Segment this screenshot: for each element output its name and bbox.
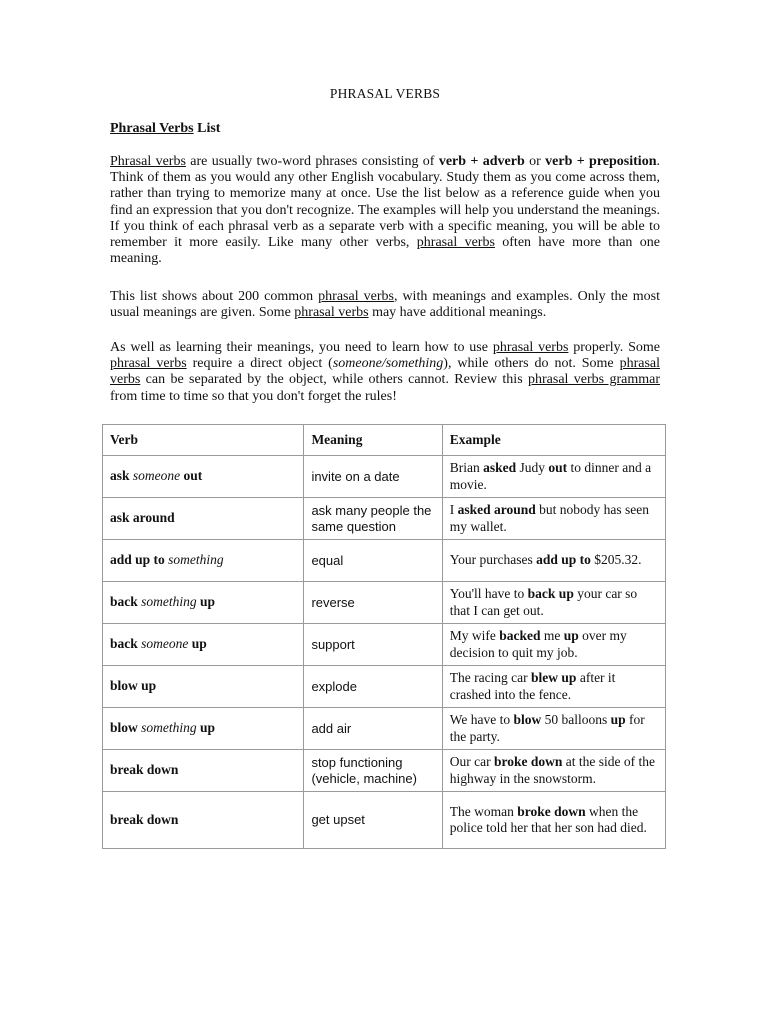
text-run: Brian [449, 460, 484, 475]
example-cell [442, 624, 665, 666]
text-run: can be separated by the object, while others cannot. Review this [140, 372, 528, 388]
table-row [103, 540, 666, 582]
text-run: add up to [110, 552, 169, 568]
text-run: back [110, 636, 142, 652]
text-run: , with meanings and examples. Only the most usual meanings are given. Some [110, 289, 660, 321]
text-run: out [180, 468, 203, 484]
verb-cell [103, 498, 304, 540]
text-run: Our car [449, 754, 494, 769]
table-row [103, 456, 666, 498]
inline-link[interactable]: phrasal verbs [492, 340, 569, 355]
inline-link[interactable]: phrasal verbs [318, 289, 394, 304]
example-cell [442, 498, 665, 540]
verb-cell [103, 456, 304, 498]
text-run: someone [132, 468, 181, 484]
example-cell [442, 792, 665, 849]
section-heading [110, 121, 220, 137]
text-run: over my decision to quit my job. [449, 628, 627, 660]
example-cell [442, 456, 665, 498]
meaning-cell: invite on a date [304, 456, 442, 498]
table-row [103, 666, 666, 708]
example-cell [442, 666, 665, 708]
text-run: at the side of the highway in the snowstorm. [449, 754, 655, 786]
text-run: break down [110, 762, 179, 778]
text-run: to dinner and a movie. [449, 460, 652, 492]
text-run: ), while others do not. Some [443, 356, 620, 372]
text-run: back up [527, 586, 574, 601]
table-row [103, 750, 666, 792]
text-run: add up to [536, 552, 591, 568]
header-verb: Verb [103, 425, 304, 456]
text-run: verb + preposition [545, 154, 657, 169]
text-run: something [141, 594, 197, 610]
example-cell [442, 750, 665, 792]
inline-link[interactable]: phrasal verbs grammar [528, 372, 660, 388]
text-run: but nobody has seen my wallet. [449, 502, 649, 534]
text-run: $205.32. [590, 552, 642, 568]
section-heading-link[interactable]: Phrasal Verbs [110, 121, 194, 136]
text-run: someone/something [332, 356, 444, 372]
text-run: Your purchases [449, 552, 537, 568]
text-run: 50 balloons [541, 712, 611, 727]
text-run: often have more than one meaning. [110, 235, 660, 267]
text-run: something [141, 720, 197, 736]
verb-cell [103, 666, 304, 708]
meaning-cell: stop functioning (vehicle, machine) [304, 750, 442, 792]
text-run: are usually two-word phrases consisting of [185, 154, 439, 169]
text-run: blow [110, 720, 142, 736]
verb-cell [103, 624, 304, 666]
meaning-cell: add air [304, 708, 442, 750]
meaning-cell: get upset [304, 792, 442, 849]
list-description-paragraph [110, 289, 660, 321]
text-run: your car so that I can get out. [449, 586, 638, 618]
text-run: something [168, 552, 224, 568]
table-row [103, 498, 666, 540]
text-run: back [110, 594, 142, 610]
text-run: asked [483, 460, 517, 475]
meaning-cell: equal [304, 540, 442, 582]
inline-link[interactable]: phrasal verbs [294, 305, 369, 321]
example-cell [442, 540, 665, 582]
section-heading-rest: List [193, 121, 221, 136]
text-run: someone [141, 636, 189, 652]
text-run: up [196, 720, 216, 736]
text-run: may have additional meanings. [368, 305, 547, 321]
text-run: I [449, 502, 458, 517]
inline-link[interactable]: phrasal verbs [110, 356, 187, 372]
table-row [103, 624, 666, 666]
text-run: broke down [493, 754, 563, 769]
text-run: ask around [110, 510, 175, 526]
inline-link[interactable]: Phrasal verbs [110, 154, 186, 169]
text-run: up [563, 628, 579, 643]
meaning-cell: explode [304, 666, 442, 708]
text-run: break down [110, 811, 179, 827]
text-run: asked around [457, 502, 536, 517]
text-run: . Think of them as you would any other English vocabulary. Study them as you come across them, rather than trying to memorize many at once. Use the list below as a reference guide when you find an expression that you don't recognize. The examples will help you understand the meanings. If you think of each phrasal verb as a separate verb with a specific meaning, you will be able to remember it more easily. Like many other verbs, [110, 154, 660, 251]
inline-link[interactable]: phrasal verbs [416, 235, 495, 251]
text-run: blow up [110, 678, 157, 694]
header-example: Example [442, 425, 665, 456]
meaning-cell: reverse [304, 582, 442, 624]
phrasal-verbs-table [102, 424, 666, 849]
meaning-cell: support [304, 624, 442, 666]
verb-cell [103, 540, 304, 582]
example-cell [442, 708, 665, 750]
text-run: up [188, 636, 207, 652]
text-run: or [524, 154, 546, 169]
page-title: PHRASAL VERBS [329, 86, 441, 101]
text-run: me [540, 628, 564, 643]
text-run: up [610, 712, 626, 727]
table-row [103, 708, 666, 750]
inline-link[interactable]: phrasal verbs [110, 356, 660, 388]
text-run: ask [110, 468, 133, 484]
intro-paragraph [110, 154, 660, 267]
text-run: This list shows about 200 common [110, 289, 319, 304]
text-run: blow [513, 712, 542, 727]
verb-cell [103, 582, 304, 624]
table-row [103, 582, 666, 624]
example-cell [442, 582, 665, 624]
text-run: blew up [531, 670, 577, 685]
text-run: broke down [517, 803, 586, 819]
text-run: We have to [449, 712, 514, 727]
text-run: You'll have to [449, 586, 528, 601]
text-run: verb + adverb [438, 154, 525, 169]
text-run: from time to time so that you don't forget the rules! [110, 388, 397, 404]
text-run: after it crashed into the fence. [449, 670, 616, 702]
text-run: As well as learning their meanings, you need to learn how to use [110, 340, 493, 355]
table-header-row [103, 425, 666, 456]
text-run: properly. Some [568, 340, 660, 355]
verb-cell [103, 792, 304, 849]
text-run: out [548, 460, 568, 475]
usage-paragraph [110, 340, 660, 405]
text-run: The woman [449, 803, 518, 819]
verb-cell [103, 750, 304, 792]
text-run: up [196, 594, 216, 610]
text-run: Judy [516, 460, 549, 475]
text-run: for the party. [449, 712, 645, 744]
header-meaning: Meaning [304, 425, 442, 456]
meaning-cell: ask many people the same question [304, 498, 442, 540]
text-run: The racing car [449, 670, 532, 685]
text-run: when the police told her that her son had died. [449, 803, 647, 835]
text-run: require a direct object ( [186, 356, 333, 372]
verb-cell [103, 708, 304, 750]
table-row [103, 792, 666, 849]
text-run: backed [499, 628, 541, 643]
text-run: My wife [449, 628, 500, 643]
